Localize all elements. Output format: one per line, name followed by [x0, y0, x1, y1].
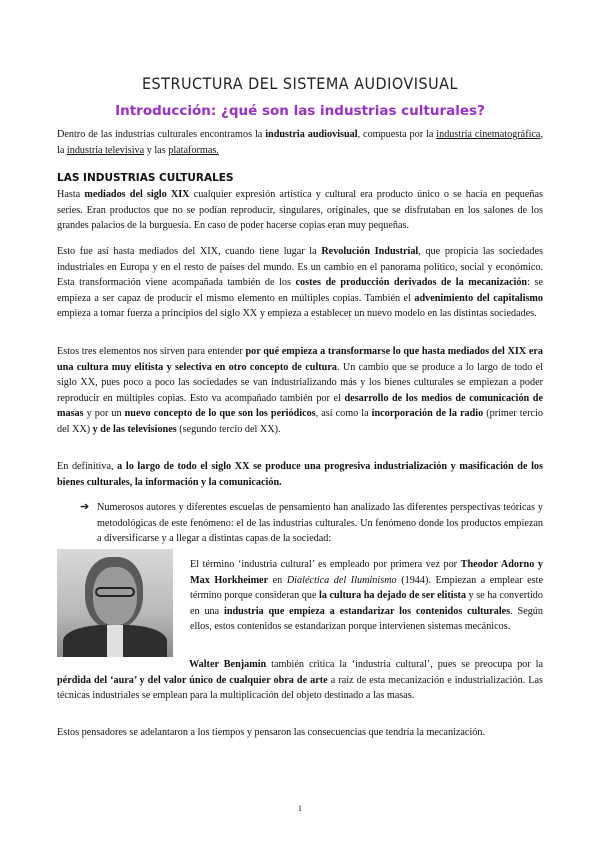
text: , la	[57, 129, 544, 156]
paragraph-1	[57, 187, 543, 234]
portrait-shirt	[107, 625, 123, 657]
page-number: 1	[298, 804, 302, 813]
bold-text: industria que empieza a estandarizar los contenidos culturales	[224, 605, 511, 617]
bold-text: y de las televisiones	[92, 423, 177, 435]
intro-paragraph	[57, 127, 543, 158]
text: Estos tres elementos nos sirven para entender	[57, 346, 246, 357]
bold-text: Revolución Industrial	[321, 246, 419, 257]
bold-text: nuevo concepto de lo que son los periódicos	[124, 408, 316, 419]
text: Esto fue así hasta mediados del XIX, cuando tiene lugar la	[57, 246, 322, 257]
arrow-bullet-icon: ➔	[80, 501, 90, 513]
portrait-glasses	[95, 587, 135, 597]
paragraph-2	[57, 244, 543, 322]
text: cualquier expresión artística y cultural era producto único o se hacía en pequeñas series. Eran productos que no se podían reproducir, singulares, originales, que se disfrutaban en los salones de los grandes palacios de la burguesía. En caso de poder hacerse copias eran muy pequeñas.	[57, 189, 543, 231]
bold-text: desarrollo de los medios de comunicación de masas	[57, 392, 543, 419]
bold-text: la cultura ha dejado de ser elitista	[319, 590, 467, 601]
bold-text: a lo largo de todo el siglo XX se produce una progresiva industrialización y masificación de los bienes culturales, la información y la comunicación.	[57, 461, 543, 488]
text: también critica la ‘industria cultural’, pues se preocupa por la	[266, 659, 543, 670]
text: El término ‘industria cultural’ es empleado por primera vez por	[190, 559, 461, 570]
bold-text: mediados del siglo XIX	[84, 189, 190, 200]
paragraph-7: Estos pensadores se adelantaron a los tiempos y pensaron las consecuencias que tendría la mecanización.	[57, 727, 486, 738]
paragraph-5	[190, 557, 543, 635]
bold-text: pérdida del ‘aura’ y del valor único de cualquier obra de arte	[57, 674, 328, 686]
text: (primer tercio del XX)	[57, 408, 543, 435]
paragraph-6	[57, 657, 543, 704]
text: . Según ellos, estos contenidos se estandarizan porque intervienen sistemas mecánicos.	[190, 605, 543, 632]
text: a raíz de esta mecanización e industrialización. Las técnicas industriales se emplean para la multiplicación del objeto destinado a las masas.	[57, 674, 543, 701]
bullet-paragraph: Numerosos autores y diferentes escuelas de pensamiento han analizado las diferentes perspectivas teóricas y metodológicas de este fenómeno: el de las industrias culturales. Un fenómeno donde los productos empiezan a diversificarse y a llegar a distintas capas de la sociedad:	[97, 502, 543, 544]
text: y las	[144, 144, 169, 156]
text: Dentro de las industrias culturales encontramos la	[57, 129, 266, 140]
page-subtitle: Introducción: ¿qué son las industrias culturales?	[115, 103, 485, 119]
paragraph-4	[57, 459, 543, 490]
text: En definitiva,	[57, 461, 118, 472]
paragraph-3	[57, 344, 543, 437]
bold-text: incorporación de la radio	[371, 408, 484, 419]
bold-text: advenimiento del capitalismo	[414, 292, 544, 304]
text: empieza a tomar fuerza a principios del siglo XX y empieza a establecer un nuevo modelo en las distintas sociedades.	[57, 308, 537, 319]
underlined-text: industria cinematográfica	[436, 129, 541, 140]
italic-text: Dialéctica del Iluminismo	[286, 574, 397, 586]
text: (segundo tercio del XX).	[176, 423, 281, 435]
text: , así como la	[315, 408, 372, 419]
underlined-text: industria televisiva	[66, 144, 145, 156]
text: Hasta	[57, 189, 85, 200]
bold-text: industria audiovisual	[265, 129, 358, 140]
page-title: ESTRUCTURA DEL SISTEMA AUDIOVISUAL	[141, 74, 459, 93]
text: y por un	[83, 408, 125, 419]
text: en	[268, 574, 287, 586]
text: . Un cambio que se produce a lo largo de todo el siglo XX, pues poco a poco las sociedades se van industrializando más y los bienes culturales se empiezan a poder reproducir en múltiples copias. Esto va acompañado también por el	[57, 361, 543, 404]
portrait-photo	[57, 549, 173, 657]
section-heading: LAS INDUSTRIAS CULTURALES	[57, 172, 234, 184]
text: (1944). Empiezan a emplear este término porque consideran que	[190, 574, 543, 601]
text: : se empieza a ser capaz de producir el mismo elemento en múltiples copias. También el	[57, 277, 544, 304]
text: y se ha convertido en una	[190, 590, 543, 617]
bold-text: por qué empieza a transformarse lo que hasta mediados del XIX era una cultura muy elitista y selectiva en otro concepto de cultura	[57, 346, 543, 373]
bold-text: Walter Benjamin	[189, 659, 267, 670]
bold-text: costes de producción derivados de la mecanización	[295, 277, 528, 288]
underlined-text: plataformas.	[168, 144, 219, 156]
text: , que propicia las sociedades industriales en Europa y en el resto de países del mundo. Es un cambio en el panorama político, social y económico. Esta transformación viene acompañada también de los	[57, 246, 543, 288]
bold-text: Theodor Adorno y Max Horkheimer	[190, 559, 543, 586]
text: , compuesta por la	[357, 129, 437, 140]
